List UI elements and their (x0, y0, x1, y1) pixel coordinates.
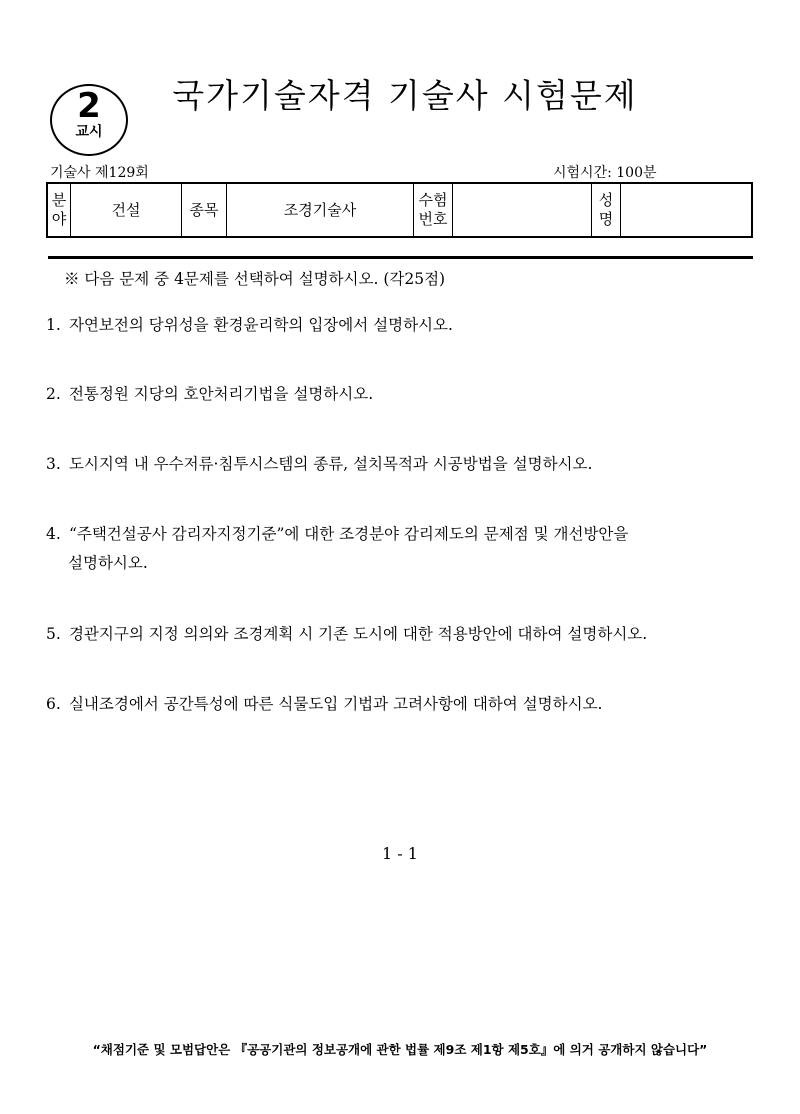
field-label-bottom: 야 (51, 210, 67, 228)
question-text: 전통정원 지당의 호안처리기법을 설명하시오. (68, 385, 374, 403)
field-value: 건설 (71, 183, 182, 237)
question-item (46, 692, 758, 716)
name-label-bottom: 명 (598, 210, 614, 228)
exam-number-label-top: 수험 (418, 191, 448, 209)
exam-info-table (46, 182, 753, 238)
instruction-text: ※ 다음 문제 중 4문제를 선택하여 설명하시오. (각25점) (64, 270, 446, 288)
name-label-cell (592, 183, 621, 237)
exam-number-label-bottom: 번호 (418, 210, 448, 228)
name-label-top: 성 (598, 191, 614, 209)
session-label: 교시 (75, 124, 103, 140)
field-label-top: 분 (51, 191, 67, 209)
question-text: “주택건설공사 감리자지정기준”에 대한 조경분야 감리제도의 문제점 및 개선방안을 (68, 525, 629, 543)
question-text: 자연보전의 당위성을 환경윤리학의 입장에서 설명하시오. (68, 316, 453, 334)
question-text-continued: 설명하시오. (68, 554, 148, 572)
page-title: 국가기술자격 기술사 시험문제 (172, 76, 638, 115)
exam-number-label-cell (414, 183, 453, 237)
exam-number-field[interactable] (453, 183, 592, 237)
question-text: 경관지구의 지정 의의와 조경계획 시 기존 도시에 대한 적용방안에 대하여 설명하시오. (68, 625, 648, 643)
question-number: 1. (46, 316, 61, 334)
question-number: 2. (46, 385, 61, 403)
question-number: 5. (46, 625, 61, 643)
question-number: 3. (46, 455, 61, 473)
question-number: 4. (46, 525, 61, 543)
question-item (46, 522, 758, 575)
exam-round: 기술사 제129회 (50, 165, 149, 181)
question-item (46, 382, 758, 406)
question-number: 6. (46, 695, 61, 713)
category-label: 종목 (182, 183, 227, 237)
question-text: 실내조경에서 공간특성에 따른 식물도입 기법과 고려사항에 대하여 설명하시오. (68, 695, 603, 713)
field-label-cell (47, 183, 71, 237)
footer-notice: “채점기준 및 모범답안은 『공공기관의 정보공개에 관한 법률 제9조 제1항 제5호』에 의거 공개하지 않습니다” (92, 1042, 708, 1057)
divider-line (48, 256, 753, 259)
exam-time: 시험시간: 100분 (553, 165, 657, 181)
category-value: 조경기술사 (227, 183, 414, 237)
session-number: 2 (77, 86, 101, 126)
question-item (46, 452, 758, 476)
name-field[interactable] (621, 183, 753, 237)
question-item (46, 622, 758, 646)
page-number: 1 - 1 (382, 844, 418, 863)
question-item (46, 313, 758, 337)
question-text: 도시지역 내 우수저류·침투시스템의 종류, 설치목적과 시공방법을 설명하시오. (68, 455, 593, 473)
session-badge (50, 84, 128, 156)
